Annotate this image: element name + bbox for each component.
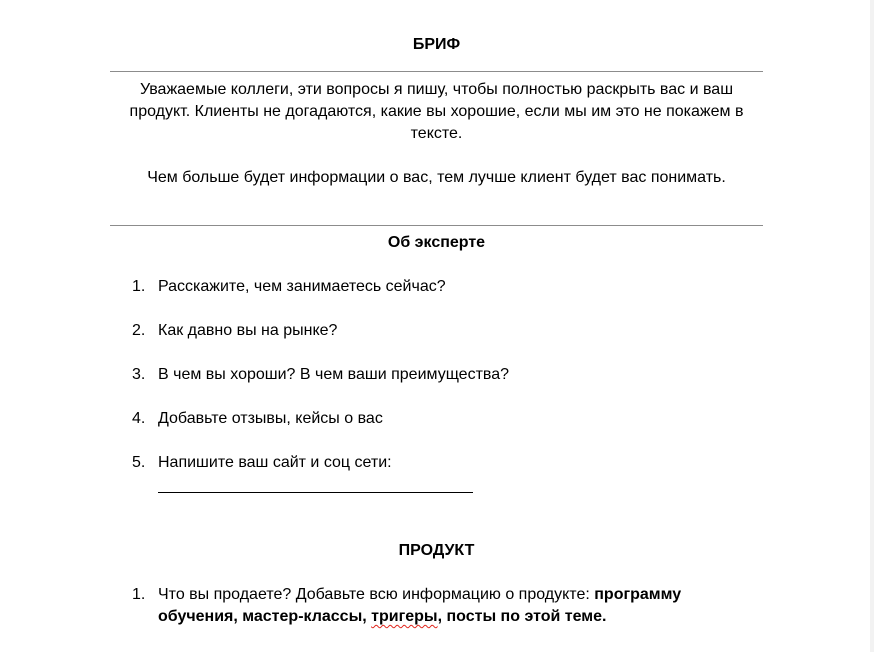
intro-paragraph-1[interactable]: Уважаемые коллеги, эти вопросы я пишу, чтобы полностью раскрыть вас и ваш продукт. Клиенты не догадаются, какие вы хорошие, если мы им это не покажем в тексте. (129, 81, 744, 142)
question-text: Как давно вы на рынке? (158, 322, 338, 339)
misspelled-word[interactable]: тригеры (371, 608, 438, 625)
question-bold-text: программу обучения, мастер-классы, (158, 586, 682, 625)
divider-top (110, 71, 763, 72)
list-number: 3. (132, 366, 146, 383)
answer-blank-line[interactable] (158, 492, 473, 493)
question-text: Добавьте отзывы, кейсы о вас (158, 410, 383, 427)
question-text: В чем вы хороши? В чем ваши преимущества? (158, 366, 510, 383)
page-edge-shadow (870, 0, 874, 652)
list-number: 1. (132, 586, 146, 603)
list-number: 5. (132, 454, 146, 471)
expert-section-title: Об эксперте (387, 234, 486, 251)
list-number: 4. (132, 410, 146, 427)
brief-title: БРИФ (412, 36, 461, 53)
question-bold-text-end: , посты по этой теме. (437, 608, 607, 625)
question-text (158, 584, 752, 628)
list-number: 2. (132, 322, 146, 339)
intro-paragraph-2[interactable]: Чем больше будет информации о вас, тем лучше клиент будет вас понимать. (147, 169, 726, 186)
list-number: 1. (132, 278, 146, 295)
question-text: Расскажите, чем занимаетесь сейчас? (158, 278, 446, 295)
divider-expert (110, 225, 763, 226)
question-text: Напишите ваш сайт и соц сети: (158, 454, 392, 471)
question-plain-text: Что вы продаете? Добавьте всю информацию о продукте: (158, 586, 595, 603)
product-section-title: ПРОДУКТ (398, 542, 475, 559)
